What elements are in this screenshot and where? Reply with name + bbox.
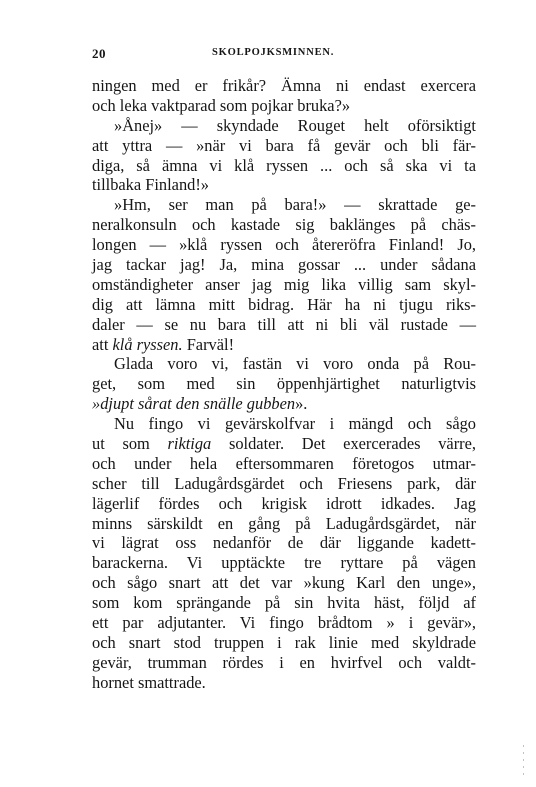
text-line: »Hm, ser man på bara!» — skrattade ge- bbox=[114, 195, 476, 215]
text-line: get, som med sin öppenhjärtighet naturligtvis bbox=[92, 374, 476, 394]
text-line: »Ånej» — skyndade Rouget helt oförsiktigt bbox=[114, 115, 476, 135]
scan-edge-mark bbox=[523, 745, 524, 775]
text-line: vi lägrat oss nedanför de där liggande kadett- bbox=[92, 533, 476, 553]
text-span: ut som bbox=[92, 434, 168, 454]
text-line: tillbaka Finland!» bbox=[92, 175, 209, 195]
text-line: jag tackar jag! Ja, mina gossar ... under sådana bbox=[92, 255, 476, 275]
page-header bbox=[92, 46, 476, 62]
text-line: som kom sprängande på sin hvita häst, följd af bbox=[92, 593, 476, 613]
text-span: att bbox=[92, 334, 113, 354]
text-line: och under hela eftersommaren företogos utmar- bbox=[92, 453, 476, 473]
text-line: lägerlif fördes och krigisk idrott idkades. Jag bbox=[92, 493, 476, 513]
text-line: ningen med er frikår? Ämna ni endast exercera bbox=[92, 76, 476, 95]
text-line bbox=[92, 434, 476, 454]
text-line: longen — »klå ryssen och återeröfra Finland! Jo, bbox=[92, 235, 476, 255]
text-line: diga, så ämna vi klå ryssen ... och så ska vi ta bbox=[92, 155, 476, 175]
text-span: Farväl! bbox=[182, 334, 235, 354]
text-line: ett par adjutanter. Vi fingo brådtom » i gevär», bbox=[92, 613, 476, 633]
text-line bbox=[92, 394, 476, 414]
text-line: scher till Ladugårdsgärdet och Friesens park, där bbox=[92, 473, 476, 493]
italic-text: klå ryssen. bbox=[112, 334, 183, 354]
text-line: Glada voro vi, fastän vi voro onda på Rou- bbox=[114, 354, 476, 374]
text-line: och sågo snart att det var »kung Karl den unge», bbox=[92, 573, 476, 593]
text-line bbox=[92, 335, 476, 355]
text-line: att yttra — »när vi bara få gevär och bli fär- bbox=[92, 135, 476, 155]
running-title: SKOLPOJKSMINNEN. bbox=[212, 47, 335, 58]
text-line: daler — se nu bara till att ni bli väl rustade — bbox=[92, 314, 476, 334]
text-line: dig att lämna mitt bidrag. Här ha ni tjugu riks- bbox=[92, 294, 476, 314]
text-span: ». bbox=[295, 394, 308, 414]
text-line: minns särskildt en gång på Ladugårdsgärdet, när bbox=[92, 513, 476, 533]
text-line: och leka vaktparad som pojkar bruka?» bbox=[92, 95, 351, 115]
page-number: 20 bbox=[92, 46, 106, 61]
text-line: omständigheter anser jag mig lika villig sam skyl- bbox=[92, 274, 476, 294]
text-line: gevär, trumman rördes i en hvirfvel och valdt- bbox=[92, 652, 476, 672]
italic-text: riktiga bbox=[167, 434, 212, 454]
text-line: Nu fingo vi gevärskolfvar i mängd och sågo bbox=[114, 414, 476, 434]
text-line: neralkonsuln och kastade sig baklänges på chäs- bbox=[92, 215, 476, 235]
text-line: och snart stod truppen i rak linie med skyldrade bbox=[92, 632, 476, 652]
text-line: barackerna. Vi upptäckte tre ryttare på vägen bbox=[92, 553, 476, 573]
text-line: hornet smattrade. bbox=[92, 672, 206, 692]
italic-text: »djupt sårat den snälle gubben bbox=[92, 394, 296, 414]
body-text bbox=[92, 76, 476, 693]
text-span: soldater. Det exercerades värre, bbox=[211, 434, 476, 454]
